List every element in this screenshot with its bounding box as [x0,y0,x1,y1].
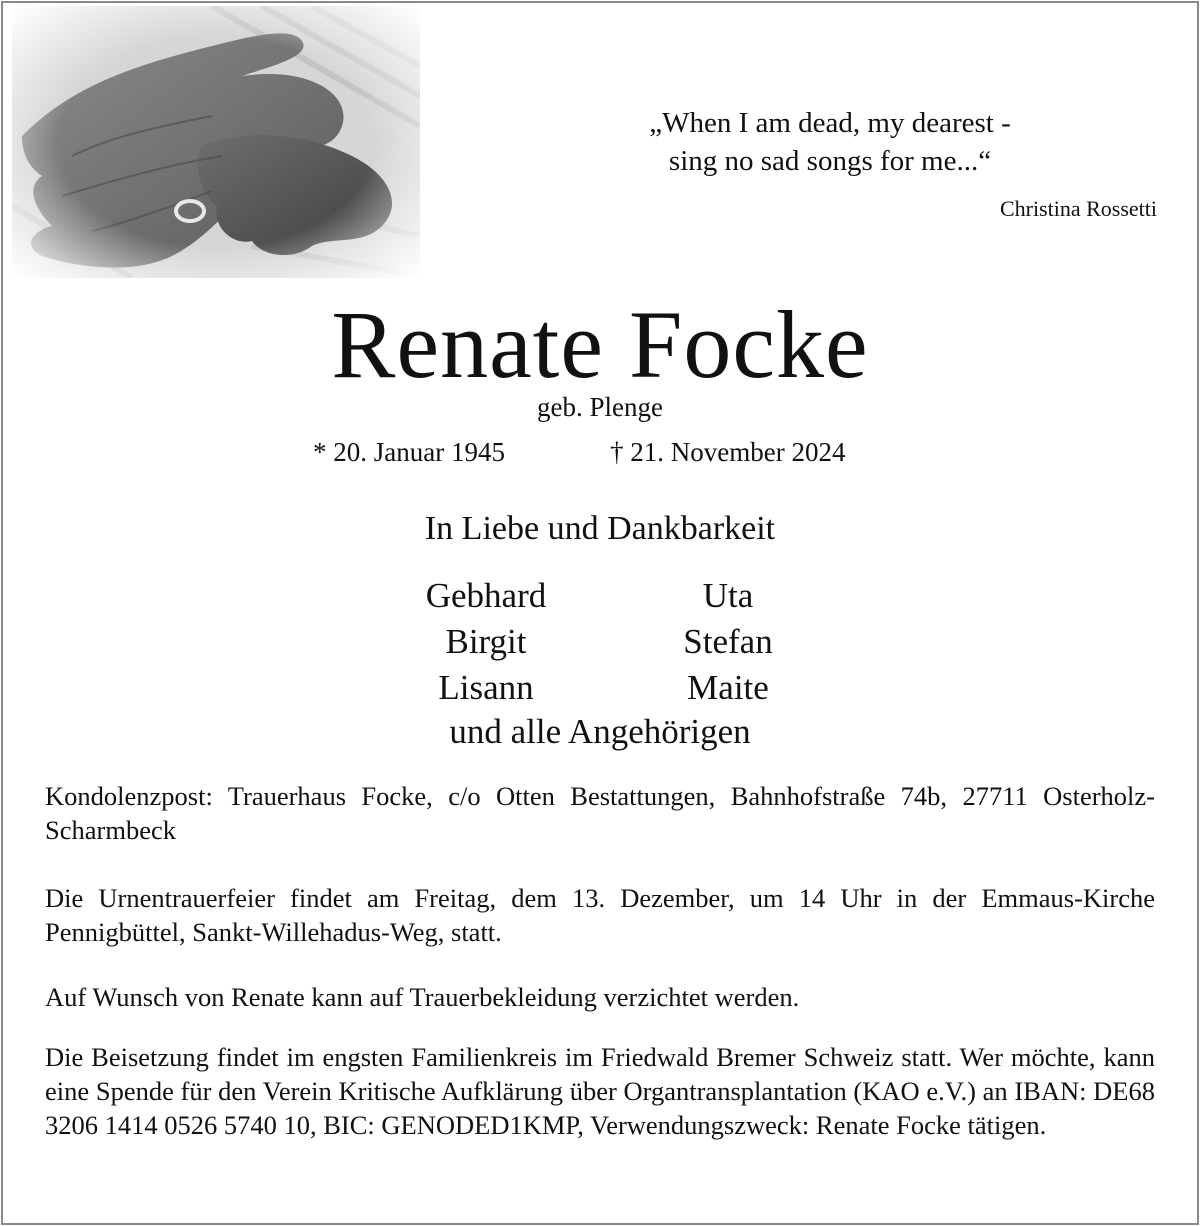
quote-line-2: sing no sad songs for me...“ [668,145,992,177]
quote-line-1: „When I am dead, my dearest - [649,107,1011,139]
family-member: Lisann [438,668,534,707]
quote [560,104,1100,180]
funeral-service-info: Die Urnentrauerfeier findet am Freitag, dem 13. Dezember, um 14 Uhr in der Emmaus-Kirche Pennigbüttel, Sankt-Willehadus-Weg, statt. [45,883,1155,947]
burial-donation-info: Die Beisetzung findet im engsten Familienkreis im Friedwald Bremer Schweiz statt. Wer möchte, kann eine Spende für den Verein Kritische Aufklärung über Organtransplantation (KAO e.V.) an IBAN: DE68 3206 1414 0526 5740 10, BIC: GENODED1KMP, Verwendungszweck: Renate Focke tätigen. [45,1042,1155,1140]
dress-code-note: Auf Wunsch von Renate kann auf Trauerbekleidung verzichtet werden. [45,982,800,1012]
family-member: Maite [687,668,769,707]
death-date: † 21. November 2024 [610,437,846,467]
family-member: Gebhard [425,576,547,615]
family-column-left [356,573,616,711]
dedication: In Liebe und Dankbarkeit [424,510,776,547]
family-member: Birgit [445,622,527,661]
deceased-name: Renate Focke [331,291,869,398]
family-column-right [598,573,858,711]
hands-photo [12,6,420,278]
family-extra: und alle Angehörigen [449,712,751,751]
quote-author: Christina Rossetti [999,196,1157,221]
condolence-address: Kondolenzpost: Trauerhaus Focke, c/o Otten Bestattungen, Bahnhofstraße 74b, 27711 Osterholz-Scharmbeck [45,781,1155,845]
birth-date: * 20. Januar 1945 [313,437,505,467]
maiden-name: geb. Plenge [537,392,663,422]
family-member: Stefan [683,622,773,661]
family-member: Uta [702,576,754,615]
